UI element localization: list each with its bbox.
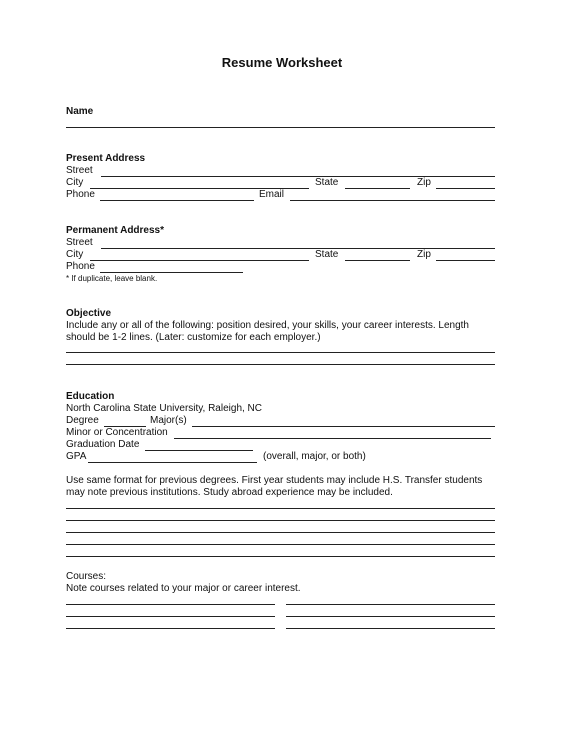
course-field-left-1[interactable] [66, 604, 275, 605]
objective-heading: Objective [66, 308, 112, 319]
permanent-street-row [66, 237, 495, 249]
present-state-label: State [315, 177, 339, 188]
objective-field-line-1[interactable] [66, 352, 495, 353]
objective-field-line-2[interactable] [66, 364, 495, 365]
education-field-line-5[interactable] [66, 556, 495, 557]
gpa-field[interactable] [88, 462, 257, 463]
permanent-state-label: State [315, 249, 339, 260]
minor-row [66, 427, 495, 439]
present-phone-label: Phone [66, 189, 95, 200]
graduation-label: Graduation Date [66, 439, 140, 450]
page-title: Resume Worksheet [221, 55, 343, 70]
permanent-city-row [66, 249, 495, 261]
gpa-note: (overall, major, or both) [263, 451, 366, 462]
present-phone-field[interactable] [100, 200, 254, 201]
permanent-street-label: Street [66, 237, 93, 248]
previous-degrees-line-1: Use same format for previous degrees. First year students may include H.S. Transfer students [66, 475, 483, 486]
permanent-phone-label: Phone [66, 261, 95, 272]
school-name: North Carolina State University, Raleigh, NC [66, 403, 263, 414]
courses-note: Note courses related to your major or career interest. [66, 583, 301, 594]
present-street-row [66, 165, 495, 177]
education-field-line-3[interactable] [66, 532, 495, 533]
present-city-row [66, 177, 495, 189]
permanent-zip-label: Zip [417, 249, 431, 260]
previous-degrees-line-2: may note previous institutions. Study abroad experience may be included. [66, 487, 393, 498]
gpa-row [66, 451, 495, 463]
degree-row [66, 415, 495, 427]
present-phone-row [66, 189, 495, 201]
name-field-line[interactable] [66, 127, 495, 128]
present-email-label: Email [259, 189, 285, 200]
present-street-label: Street [66, 165, 93, 176]
minor-label: Minor or Concentration [66, 427, 168, 438]
name-heading: Name [66, 106, 94, 117]
degree-label: Degree [66, 415, 99, 426]
present-email-field[interactable] [290, 200, 495, 201]
education-field-line-2[interactable] [66, 520, 495, 521]
gpa-label: GPA [66, 451, 87, 462]
course-field-right-1[interactable] [286, 604, 495, 605]
present-city-label: City [66, 177, 84, 188]
objective-instructions-line-1: Include any or all of the following: position desired, your skills, your career interests. Length [66, 320, 469, 331]
majors-label: Major(s) [150, 415, 187, 426]
present-zip-label: Zip [417, 177, 431, 188]
permanent-city-label: City [66, 249, 84, 260]
education-field-line-1[interactable] [66, 508, 495, 509]
duplicate-note: * If duplicate, leave blank. [66, 274, 158, 283]
course-field-right-2[interactable] [286, 616, 495, 617]
education-field-line-4[interactable] [66, 544, 495, 545]
course-field-left-2[interactable] [66, 616, 275, 617]
courses-heading: Courses: [66, 571, 107, 582]
course-field-right-3[interactable] [286, 628, 495, 629]
permanent-phone-row [66, 261, 495, 273]
present-address-heading: Present Address [66, 153, 146, 164]
graduation-row [66, 439, 495, 451]
objective-instructions-line-2: should be 1-2 lines. (Later: customize for each employer.) [66, 332, 321, 343]
education-heading: Education [66, 391, 115, 402]
permanent-address-heading: Permanent Address* [66, 225, 164, 236]
course-field-left-3[interactable] [66, 628, 275, 629]
